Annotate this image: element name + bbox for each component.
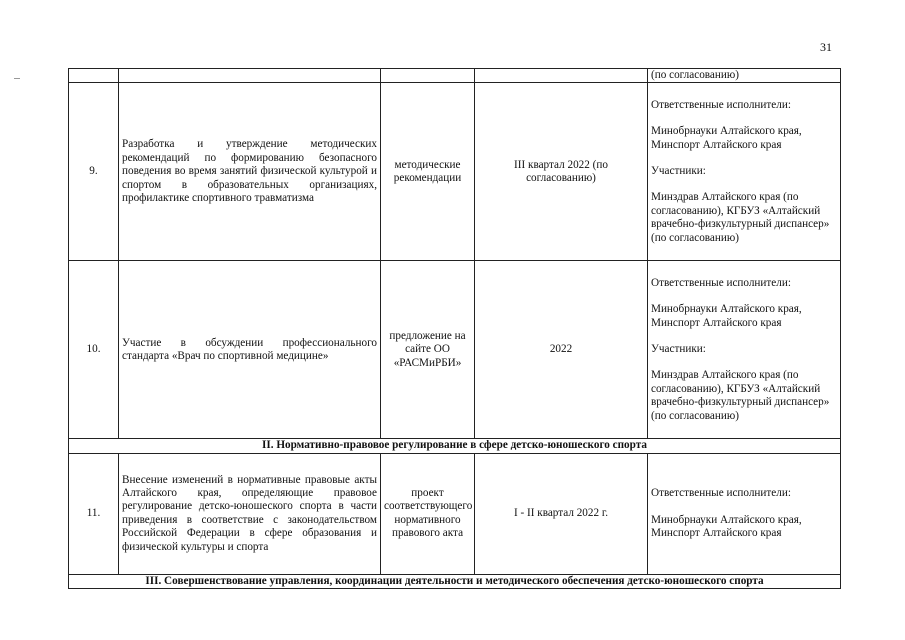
cell-continuation: (по согласованию) (648, 69, 841, 83)
row-number: 10. (69, 261, 119, 439)
participants: Минздрав Алтайского края (по согласованию), КГБУЗ «Алтайский врачебно-физкультурный диспансер» (по согласованию) (651, 369, 830, 422)
responsible-executors: Минобрнауки Алтайского края, Минспорт Алтайского края (651, 513, 802, 540)
page-number: 31 (820, 40, 832, 54)
responsible-executors: Минобрнауки Алтайского края, Минспорт Алтайского края (651, 125, 802, 151)
section-header-row (69, 439, 841, 453)
responsible-cell (648, 83, 841, 261)
participants: Минздрав Алтайского края (по согласованию), КГБУЗ «Алтайский врачебно-физкультурный диспансер» (по согласованию) (651, 191, 830, 244)
plan-table (68, 68, 841, 589)
row-number: 11. (69, 453, 119, 574)
participants-title: Участники: (651, 165, 706, 177)
cell-empty (475, 69, 648, 83)
responsible-title: Ответственные исполнители: (651, 487, 791, 500)
deadline: III квартал 2022 (по согласованию) (475, 83, 648, 261)
task-description: Внесение изменений в нормативные правовые акты Алтайского края, определяющие правовое регулирование детско-юношеского спорта в части приведения в соответствие с законодательством Российской Федерации в сфере образования и физической культуры и спорта (119, 453, 381, 574)
table-row-9 (69, 83, 841, 261)
responsible-executors: Минобрнауки Алтайского края, Минспорт Алтайского края (651, 303, 802, 329)
section-title: II. Нормативно-правовое регулирование в сфере детско-юношеского спорта (69, 439, 841, 453)
table-row-11 (69, 453, 841, 574)
table-row-10 (69, 261, 841, 439)
row-number: 9. (69, 83, 119, 261)
scan-mark (14, 78, 20, 79)
section-title: III. Совершенствование управления, координации деятельности и методического обеспечения детско-юношеского спорта (69, 574, 841, 588)
completion-form: проект соответствующего нормативного правового акта (381, 453, 475, 574)
cell-empty (69, 69, 119, 83)
table-row-continuation (69, 69, 841, 83)
completion-form: предложение на сайте ОО «РАСМиРБИ» (381, 261, 475, 439)
deadline: I - II квартал 2022 г. (475, 453, 648, 574)
responsible-title: Ответственные исполнители: (651, 276, 791, 289)
responsible-title: Ответственные исполнители: (651, 98, 791, 111)
responsible-cell (648, 453, 841, 574)
task-description: Участие в обсуждении профессионального стандарта «Врач по спортивной медицине» (119, 261, 381, 439)
deadline: 2022 (475, 261, 648, 439)
section-header-row (69, 574, 841, 588)
cell-empty (381, 69, 475, 83)
cell-empty (119, 69, 381, 83)
task-description: Разработка и утверждение методических рекомендаций по формированию безопасного поведения во время занятий физической культурой и спортом в образовательных организациях, профилактике спортивного травматизма (119, 83, 381, 261)
participants-title: Участники: (651, 343, 706, 355)
completion-form: методические рекомендации (381, 83, 475, 261)
responsible-cell (648, 261, 841, 439)
